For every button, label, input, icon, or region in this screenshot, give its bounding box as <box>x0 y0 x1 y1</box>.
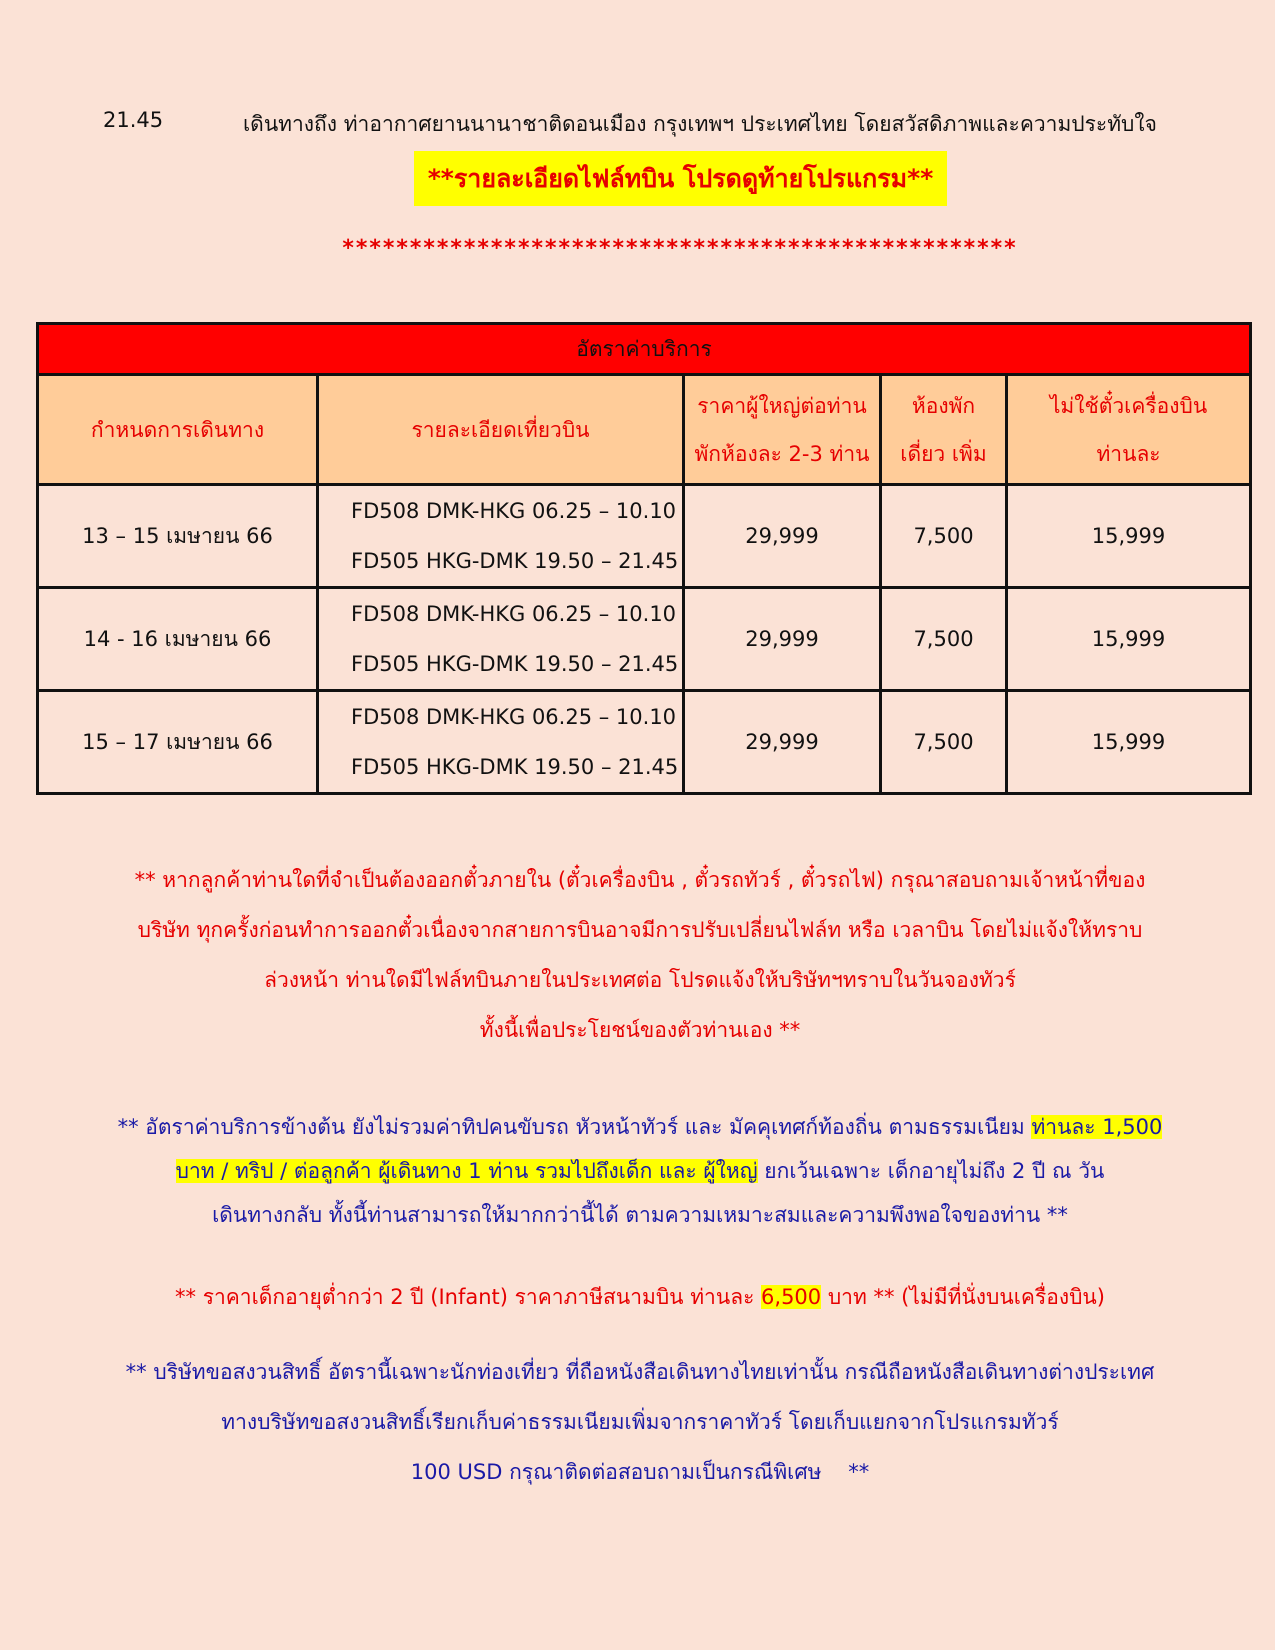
outbound-flight: FD508 DMK-HKG 06.25 – 10.10 <box>351 602 677 626</box>
flight-details-banner: **รายละเอียดไฟล์ทบิน โปรดดูท้ายโปรแกรม** <box>414 151 947 206</box>
inbound-flight: FD505 HKG-DMK 19.50 – 21.45 <box>351 549 679 573</box>
adult-price-cell: 29,999 <box>684 691 881 794</box>
tip-note <box>60 1105 1220 1237</box>
tip-scope-highlight: บาท / ทริป / ต่อลูกค้า ผู้เดินทาง 1 ท่าน รวมไปถึงเด็ก และ ผู้ใหญ่ <box>175 1159 758 1183</box>
foreign-note-line: ทางบริษัทขอสงวนสิทธิ์เรียกเก็บค่าธรรมเนียมเพิ่มจากราคาทัวร์ โดยเก็บแยกจากโปรแกรมทัวร์ <box>221 1410 1059 1434</box>
flight-details-cell <box>318 588 684 691</box>
domestic-note-line: ** หากลูกค้าท่านใดที่จำเป็นต้องออกตั๋วภายใน (ตั๋วเครื่องบิน , ตั๋วรถทัวร์ , ตั๋วรถไฟ) กรุณาสอบถามเจ้าหน้าที่ของ <box>134 868 1146 892</box>
no-ticket-cell: 15,999 <box>1007 588 1251 691</box>
no-ticket-cell: 15,999 <box>1007 691 1251 794</box>
foreign-passport-note <box>60 1347 1220 1497</box>
domestic-note-line: บริษัท ทุกครั้งก่อนทำการออกตั๋วเนื่องจากสายการบินอาจมีการปรับเปลี่ยนไฟล์ท หรือ เวลาบิน โดยไม่แจ้งให้ทราบ <box>137 918 1143 942</box>
table-row <box>38 588 1251 691</box>
star-divider: ************************************************** <box>342 236 1018 261</box>
adult-price-cell: 29,999 <box>684 485 881 588</box>
tip-note-line1 <box>60 1105 1220 1149</box>
tip-note-exception: ยกเว้นเฉพาะ เด็กอายุไม่ถึง 2 ปี ณ วัน <box>757 1159 1105 1183</box>
col-header-travel-date: กำหนดการเดินทาง <box>38 375 318 485</box>
table-row <box>38 485 1251 588</box>
tip-note-text: ** อัตราค่าบริการข้างต้น ยังไม่รวมค่าทิปคนขับรถ หัวหน้าทัวร์ และ มัคคุเทศก์ท้องถิ่น ตามธรรมเนียม <box>117 1115 1032 1139</box>
col-header-adult-price-line1: ราคาผู้ใหญ่ต่อท่าน <box>697 393 867 418</box>
col-header-single-room-line1: ห้องพัก <box>911 393 976 418</box>
infant-price-highlight: 6,500 <box>761 1285 822 1309</box>
arrival-description: เดินทางถึง ท่าอากาศยานนานาชาติดอนเมือง กรุงเทพฯ ประเทศไทย โดยสวัสดิภาพและความประทับใจ <box>243 112 1157 136</box>
col-header-adult-price <box>684 375 881 485</box>
travel-date-cell: 15 – 17 เมษายน 66 <box>38 691 318 794</box>
domestic-note-line: ทั้งนี้เพื่อประโยชน์ของตัวท่านเอง ** <box>479 1018 801 1042</box>
col-header-single-room-line2: เดี่ยว เพิ่ม <box>900 441 987 466</box>
inbound-flight: FD505 HKG-DMK 19.50 – 21.45 <box>351 755 679 779</box>
infant-note-text: ** ราคาเด็กอายุต่ำกว่า 2 ปี (Infant) ราคาภาษีสนามบิน ท่านละ <box>175 1285 762 1309</box>
rates-table <box>36 322 1252 795</box>
rates-table-title: อัตราค่าบริการ <box>38 324 1251 375</box>
flight-details-cell <box>318 691 684 794</box>
col-header-no-ticket <box>1007 375 1251 485</box>
flight-details-cell <box>318 485 684 588</box>
domestic-ticket-note <box>60 855 1220 1055</box>
foreign-note-line: ** บริษัทขอสงวนสิทธิ์ อัตรานี้เฉพาะนักท่องเที่ยว ที่ถือหนังสือเดินทางไทยเท่านั้น กรณีถือหนังสือเดินทางต่างประเทศ <box>125 1360 1155 1384</box>
single-room-cell: 7,500 <box>881 691 1007 794</box>
travel-date-cell: 14 - 16 เมษายน 66 <box>38 588 318 691</box>
col-header-adult-price-line2: พักห้องละ 2-3 ท่าน <box>694 441 870 466</box>
tip-note-line3: เดินทางกลับ ทั้งนี้ท่านสามารถให้มากกว่านี้ได้ ตามความเหมาะสมและความพึงพอใจของท่าน ** <box>212 1203 1068 1227</box>
col-header-no-ticket-line1: ไม่ใช้ตั๋วเครื่องบิน <box>1049 393 1208 418</box>
col-header-single-room <box>881 375 1007 485</box>
foreign-note-line: 100 USD กรุณาติดต่อสอบถามเป็นกรณีพิเศษ ** <box>410 1460 870 1484</box>
col-header-no-ticket-line2: ท่านละ <box>1096 441 1161 466</box>
tip-amount-highlight: ท่านละ 1,500 <box>1031 1115 1163 1139</box>
infant-note-suffix: บาท ** (ไม่มีที่นั่งบนเครื่องบิน) <box>821 1285 1105 1309</box>
tip-note-line2 <box>60 1149 1220 1193</box>
single-room-cell: 7,500 <box>881 485 1007 588</box>
arrival-time: 21.45 <box>103 108 164 132</box>
travel-date-cell: 13 – 15 เมษายน 66 <box>38 485 318 588</box>
single-room-cell: 7,500 <box>881 588 1007 691</box>
domestic-note-line: ล่วงหน้า ท่านใดมีไฟล์ทบินภายในประเทศต่อ โปรดแจ้งให้บริษัทฯทราบในวันจองทัวร์ <box>264 968 1016 992</box>
table-row <box>38 691 1251 794</box>
adult-price-cell: 29,999 <box>684 588 881 691</box>
outbound-flight: FD508 DMK-HKG 06.25 – 10.10 <box>351 499 677 523</box>
inbound-flight: FD505 HKG-DMK 19.50 – 21.45 <box>351 652 679 676</box>
no-ticket-cell: 15,999 <box>1007 485 1251 588</box>
outbound-flight: FD508 DMK-HKG 06.25 – 10.10 <box>351 705 677 729</box>
infant-price-note <box>60 1282 1220 1312</box>
col-header-flight-details: รายละเอียดเที่ยวบิน <box>318 375 684 485</box>
